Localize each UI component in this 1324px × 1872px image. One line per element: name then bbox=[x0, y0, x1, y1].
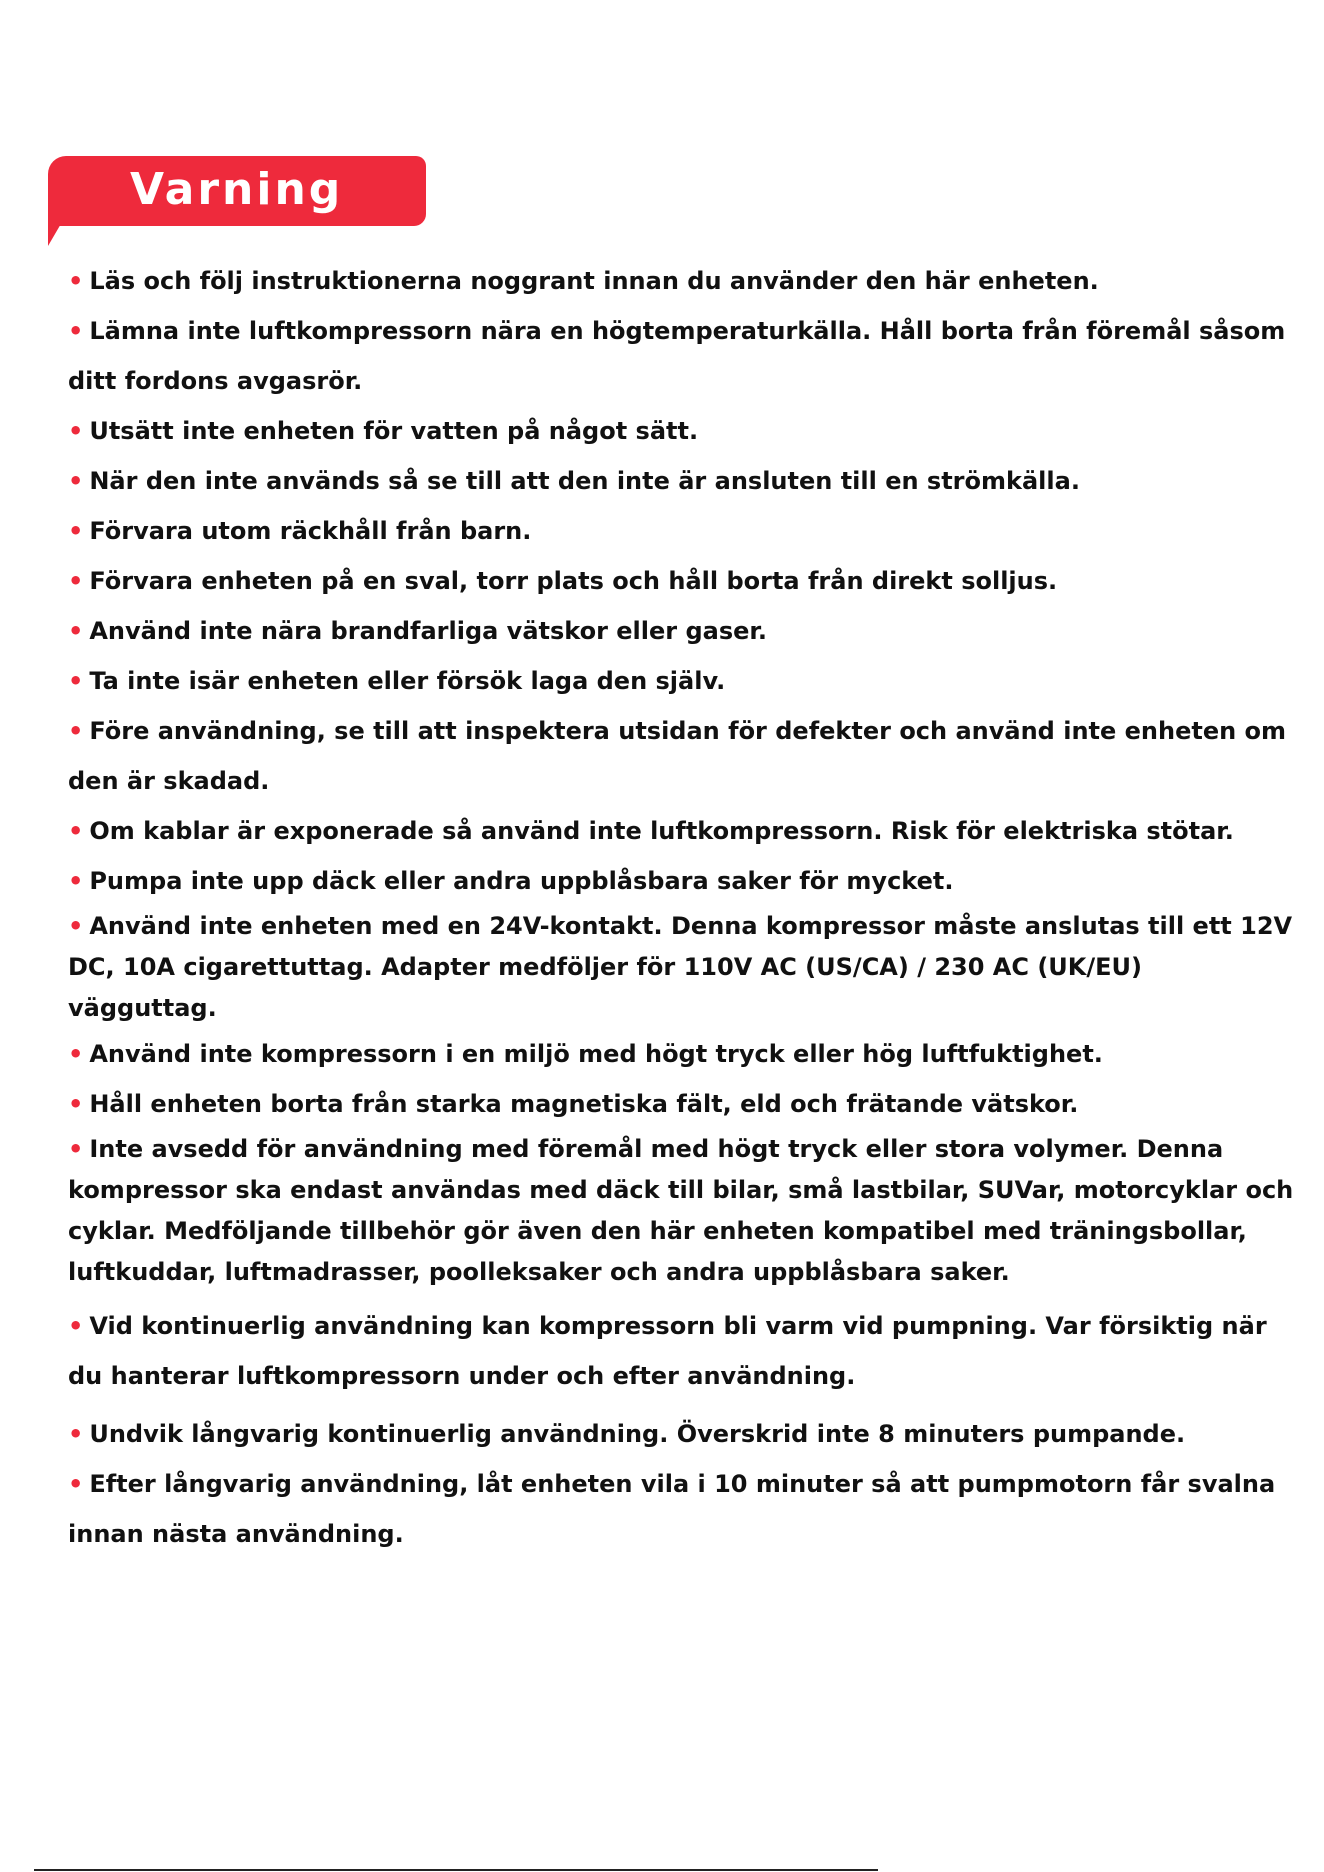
warning-list bbox=[68, 256, 1298, 1559]
warning-text: Om kablar är exponerade så använd inte luftkompressorn. Risk för elektriska stötar. bbox=[89, 817, 1234, 845]
warning-text: Vid kontinuerlig användning kan kompressorn bli varm vid pumpning. Var försiktig när du hanterar luftkompressorn under och efter användning. bbox=[68, 1312, 1267, 1390]
bullet-icon: • bbox=[68, 517, 84, 545]
warning-text: Använd inte nära brandfarliga vätskor eller gaser. bbox=[89, 617, 767, 645]
warning-text: Håll enheten borta från starka magnetiska fält, eld och frätande vätskor. bbox=[89, 1090, 1079, 1118]
bullet-icon: • bbox=[68, 717, 84, 745]
warning-item bbox=[68, 256, 1298, 306]
bullet-icon: • bbox=[68, 467, 84, 495]
warning-item bbox=[68, 1459, 1298, 1559]
warning-item bbox=[68, 1129, 1298, 1293]
bullet-icon: • bbox=[68, 1040, 84, 1068]
bullet-icon: • bbox=[68, 1420, 84, 1448]
bullet-icon: • bbox=[68, 667, 84, 695]
bullet-icon: • bbox=[68, 867, 84, 895]
warning-text: Läs och följ instruktionerna noggrant innan du använder den här enheten. bbox=[89, 267, 1099, 295]
warning-text: När den inte används så se till att den inte är ansluten till en strömkälla. bbox=[89, 467, 1080, 495]
warning-item bbox=[68, 406, 1298, 456]
bullet-icon: • bbox=[68, 417, 84, 445]
warning-text: Ta inte isär enheten eller försök laga den själv. bbox=[89, 667, 726, 695]
warning-text: Undvik långvarig kontinuerlig användning. Överskrid inte 8 minuters pumpande. bbox=[89, 1420, 1186, 1448]
footer-divider bbox=[34, 1869, 878, 1871]
bullet-icon: • bbox=[68, 567, 84, 595]
warning-item bbox=[68, 1079, 1298, 1129]
warning-text: Utsätt inte enheten för vatten på något sätt. bbox=[89, 417, 699, 445]
warning-item bbox=[68, 556, 1298, 606]
warning-text: Efter långvarig användning, låt enheten vila i 10 minuter så att pumpmotorn får svalna innan nästa användning. bbox=[68, 1470, 1276, 1548]
bullet-icon: • bbox=[68, 817, 84, 845]
warning-item bbox=[68, 306, 1298, 406]
warning-text: Pumpa inte upp däck eller andra uppblåsbara saker för mycket. bbox=[89, 867, 954, 895]
warning-text: Lämna inte luftkompressorn nära en högtemperaturkälla. Håll borta från föremål såsom ditt fordons avgasrör. bbox=[68, 317, 1286, 395]
warning-item bbox=[68, 1029, 1298, 1079]
page-title: Varning bbox=[130, 164, 344, 215]
warning-text: Använd inte kompressorn i en miljö med högt tryck eller hög luftfuktighet. bbox=[89, 1040, 1103, 1068]
bullet-icon: • bbox=[68, 1312, 84, 1340]
warning-item bbox=[68, 456, 1298, 506]
warning-text: Använd inte enheten med en 24V-kontakt. Denna kompressor måste anslutas till ett 12V DC, 10A cigarettuttag. Adapter medföljer för 110V AC (US/CA) / 230 AC (UK/EU) vägguttag. bbox=[68, 912, 1293, 1022]
warning-text: Före användning, se till att inspektera utsidan för defekter och använd inte enheten om den är skadad. bbox=[68, 717, 1287, 795]
warning-banner-tail bbox=[48, 222, 62, 246]
warning-item bbox=[68, 1301, 1298, 1401]
warning-item bbox=[68, 1409, 1298, 1459]
bullet-icon: • bbox=[68, 1135, 84, 1163]
warning-item bbox=[68, 656, 1298, 706]
bullet-icon: • bbox=[68, 317, 84, 345]
warning-item bbox=[68, 606, 1298, 656]
bullet-icon: • bbox=[68, 1090, 84, 1118]
bullet-icon: • bbox=[68, 1470, 84, 1498]
warning-text: Inte avsedd för användning med föremål med högt tryck eller stora volymer. Denna kompressor ska endast användas med däck till bilar, små lastbilar, SUVar, motorcyklar och cyklar. Medföljande tillbehör gör även den här enheten kompatibel med träningsbollar, luftkuddar, luftmadrasser, poolleksaker och andra uppblåsbara saker. bbox=[68, 1135, 1294, 1286]
warning-item bbox=[68, 706, 1298, 806]
bullet-icon: • bbox=[68, 617, 84, 645]
warning-item bbox=[68, 806, 1298, 856]
bullet-icon: • bbox=[68, 912, 84, 940]
warning-text: Förvara enheten på en sval, torr plats och håll borta från direkt solljus. bbox=[89, 567, 1058, 595]
warning-item bbox=[68, 856, 1298, 906]
warning-text: Förvara utom räckhåll från barn. bbox=[89, 517, 532, 545]
warning-item bbox=[68, 506, 1298, 556]
bullet-icon: • bbox=[68, 267, 84, 295]
warning-item bbox=[68, 906, 1298, 1029]
